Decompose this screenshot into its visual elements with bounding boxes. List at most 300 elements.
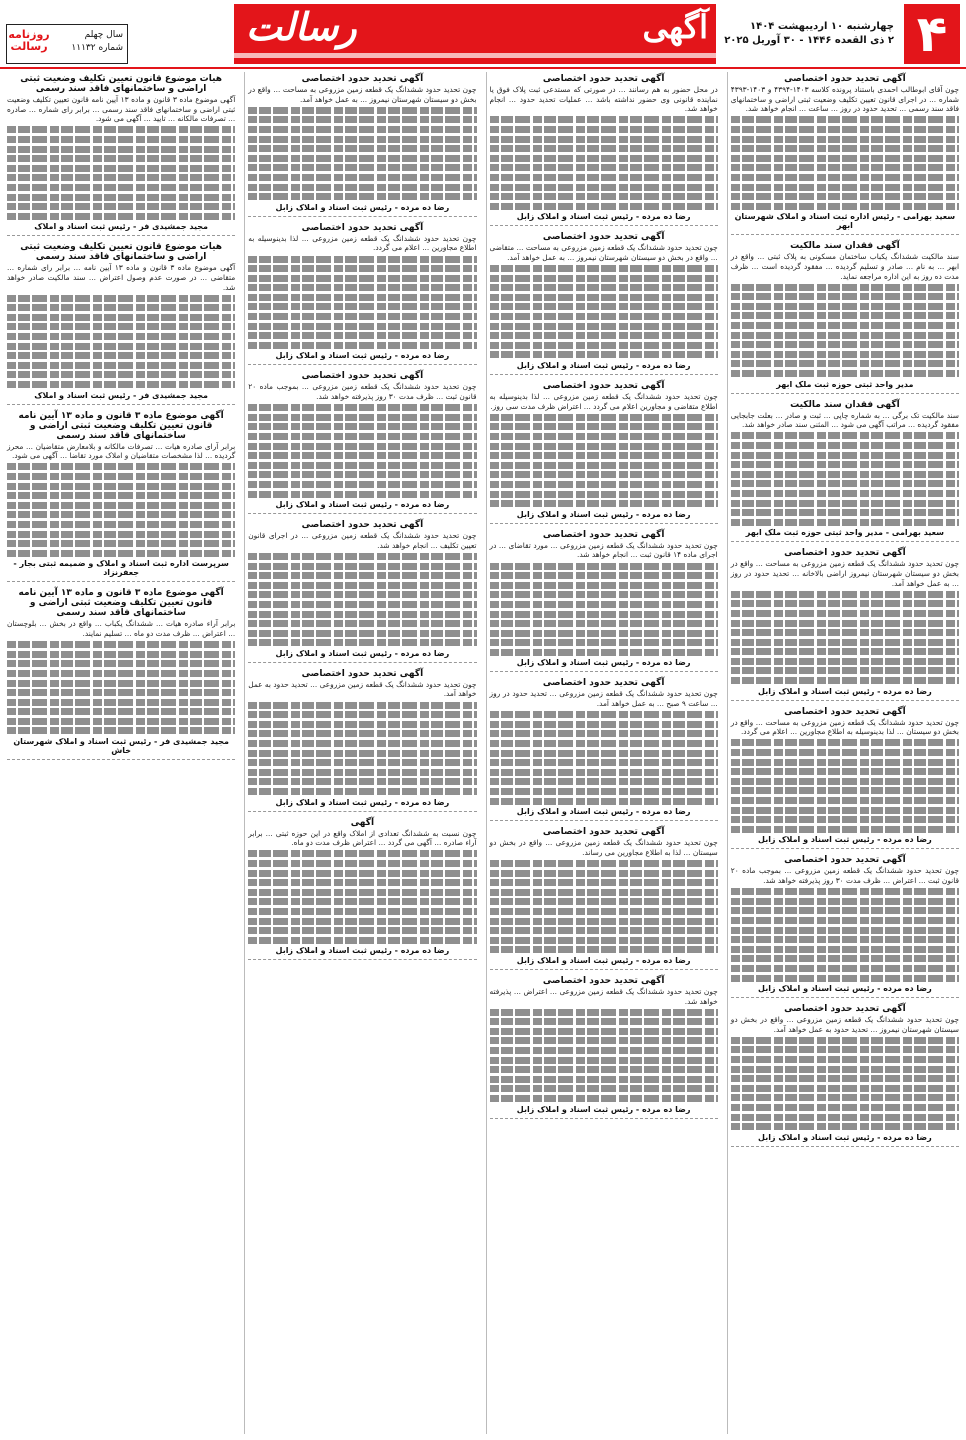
text-line	[248, 898, 476, 905]
classified-ad	[248, 371, 476, 514]
text-line	[490, 860, 718, 867]
ad-title: آگهی تحدید حدود اختصاصی	[301, 222, 424, 233]
ad-signature: سعید بهرامی - رئیس اداره ثبت اسناد و املاک شهرستان ابهر	[734, 212, 956, 231]
text-line	[731, 807, 959, 814]
ad-signature: مجید جمشیدی فر - رئیس ثبت اسناد و املاک	[34, 222, 208, 232]
brand-small: روزنامه رسالت	[8, 28, 50, 53]
text-line	[7, 718, 235, 725]
text-line	[490, 452, 718, 459]
text-line	[731, 126, 959, 133]
text-line	[7, 521, 235, 528]
text-line	[731, 155, 959, 162]
text-line	[248, 860, 476, 867]
text-line	[731, 600, 959, 607]
text-line	[731, 500, 959, 507]
text-line	[731, 946, 959, 953]
text-line	[248, 553, 476, 560]
text-line	[248, 601, 476, 608]
text-line	[731, 667, 959, 674]
ad-column	[727, 72, 962, 1434]
text-line	[731, 1094, 959, 1101]
text-line	[731, 293, 959, 300]
ad-body: چون تحدید حدود ششدانگ یک قطعه زمین مزروعی به مساحت ... واقع در بخش دو سیستان ... لذا بدینوسیله به اطلاع مجاورین ... اعلام می گردد.	[730, 717, 959, 737]
date-persian: چهارشنبه ۱۰ اردیبهشت ۱۴۰۴	[750, 21, 894, 32]
text-line	[731, 461, 959, 468]
ad-body: چون تحدید حدود ششدانگ یک قطعه زمین مزروعی به مساحت ... واقع در بخش دو سیستان شهرستان نیمروز ... به عمل خواهد آمد.	[248, 85, 477, 104]
text-line	[490, 323, 718, 330]
classified-ad	[7, 411, 235, 583]
text-line	[731, 1037, 959, 1044]
ad-title: آگهی تحدید حدود اختصاصی	[542, 381, 665, 392]
ad-signature: رضا ده مرده - رئیس ثبت اسناد و املاک زابل	[758, 686, 932, 696]
classified-ad	[248, 520, 476, 663]
text-line	[490, 721, 718, 728]
text-line	[731, 136, 959, 143]
text-line	[490, 759, 718, 766]
text-line	[248, 433, 476, 440]
text-line	[731, 816, 959, 823]
text-line	[731, 519, 959, 526]
ad-body: چون تحدید حدود ششدانگ یک قطعه زمین مزروعی ... لذا بدینوسیله به اطلاع متقاضی و مجاورین اعلام می گردد ... اعتراض ظرف مدت سی روز.	[489, 392, 718, 411]
ad-title: آگهی فقدان سند مالکیت	[790, 241, 900, 252]
ad-title: آگهی تحدید حدود اختصاصی	[301, 371, 424, 382]
text-line	[490, 740, 718, 747]
text-line	[731, 677, 959, 684]
classified-ad	[7, 588, 235, 760]
text-line	[7, 371, 235, 378]
text-line	[7, 727, 235, 734]
ad-columns	[4, 72, 962, 1434]
text-line	[731, 1104, 959, 1111]
ad-title: آگهی تحدید حدود اختصاصی	[542, 827, 665, 838]
text-line	[731, 370, 959, 377]
text-line	[490, 1066, 718, 1073]
ad-signature: رضا ده مرده - رئیس ثبت اسناد و املاک زابل	[516, 1104, 691, 1114]
text-line	[7, 194, 235, 201]
text-line	[731, 927, 959, 934]
text-line	[7, 680, 235, 687]
text-line	[7, 531, 235, 538]
text-line	[490, 136, 718, 143]
section-title: آگهی	[642, 8, 708, 46]
text-line	[731, 203, 959, 210]
issue-dates	[724, 20, 894, 48]
text-line	[731, 303, 959, 310]
ad-column	[486, 72, 721, 1434]
classified-ad	[248, 223, 476, 366]
ad-title: هیات موضوع قانون تعیین تکلیف وضعیت ثبتی اراضی و ساختمانهای فاقد سند رسمی	[20, 242, 223, 263]
ad-body: چون تحدید حدود ششدانگ یک قطعه زمین مزروعی به مساحت ... واقع در بخش دو سیستان شهرستان نیمروز اراضی بالاخانه ... تحدید حدود در روز ... به عمل خواهد آمد.	[730, 559, 959, 588]
classified-ad	[490, 530, 718, 673]
classified-ad	[248, 818, 476, 961]
ad-signature: رضا ده مرده - رئیس ثبت اسناد و املاک زابل	[275, 648, 450, 658]
ad-column	[4, 72, 238, 1434]
classified-ad	[248, 669, 476, 812]
text-line	[490, 126, 718, 133]
ad-title: آگهی تحدید حدود اختصاصی	[542, 529, 665, 540]
text-line	[7, 540, 235, 547]
ad-body: چون تحدید حدود ششدانگ یک قطعه زمین مزروعی ... در اجرای قانون تعیین تکلیف ... انجام خواهد شد.	[248, 531, 477, 550]
text-line	[490, 284, 718, 291]
text-line	[490, 443, 718, 450]
text-line	[490, 870, 718, 877]
text-line	[490, 769, 718, 776]
ad-signature: رضا ده مرده - رئیس ثبت اسناد و املاک زابل	[275, 351, 450, 361]
text-line	[7, 333, 235, 340]
ad-signature: رضا ده مرده - رئیس ثبت اسناد و املاک زابل	[758, 1132, 932, 1142]
text-line	[731, 917, 959, 924]
text-line	[731, 341, 959, 348]
ad-signature: رضا ده مرده - رئیس ثبت اسناد و املاک زابل	[275, 202, 450, 212]
ad-body: برابر آراء صادره هیات ... ششدانگ یکباب ... واقع در بخش ... بلوچستان ... اعتراض ... ظرف مدت دو ماه ... تسلیم نمایند.	[7, 619, 236, 638]
ad-signature: رضا ده مرده - رئیس ثبت اسناد و املاک زابل	[516, 658, 691, 668]
ad-title: آگهی موضوع ماده ۳ قانون و ماده ۱۳ آیین نامه قانون تعیین تکلیف وضعیت ثبتی اراضی و ساختمانهای فاقد سند رسمی	[18, 410, 224, 441]
text-line	[248, 620, 476, 627]
text-line	[490, 462, 718, 469]
text-line	[731, 1114, 959, 1121]
classified-ad	[731, 707, 959, 850]
ad-title: آگهی تحدید حدود اختصاصی	[542, 74, 665, 84]
text-line	[248, 174, 476, 181]
text-line	[731, 452, 959, 459]
text-line	[490, 471, 718, 478]
text-line	[248, 740, 476, 747]
text-line	[248, 275, 476, 282]
classified-ad	[731, 855, 959, 998]
text-line	[731, 888, 959, 895]
text-line	[248, 879, 476, 886]
text-line	[731, 936, 959, 943]
text-line	[731, 739, 959, 746]
ad-signature: رضا ده مرده - رئیس ثبت اسناد و املاک زابل	[516, 509, 691, 519]
text-line	[248, 164, 476, 171]
text-line	[731, 351, 959, 358]
text-line	[7, 492, 235, 499]
text-line	[7, 343, 235, 350]
text-line	[248, 572, 476, 579]
text-line	[248, 889, 476, 896]
text-line	[731, 490, 959, 497]
text-line	[248, 711, 476, 718]
text-line	[490, 116, 718, 123]
text-line	[731, 639, 959, 646]
text-line	[731, 787, 959, 794]
text-line	[731, 591, 959, 598]
text-line	[7, 136, 235, 143]
ad-body: چون تحدید حدود ششدانگ یک قطعه زمین مزروعی به مساحت ... متقاضی ... واقع در بخش دو سیستان شهرستان نیمروز ... به عمل خواهد آمد.	[489, 243, 718, 262]
text-line	[248, 591, 476, 598]
text-line	[7, 699, 235, 706]
text-line	[248, 443, 476, 450]
text-line	[7, 708, 235, 715]
text-line	[248, 759, 476, 766]
classified-ad	[490, 381, 718, 524]
text-line	[731, 116, 959, 123]
text-line	[490, 711, 718, 718]
text-line	[731, 826, 959, 833]
brand-logo: رسالت	[246, 4, 357, 49]
text-line	[248, 155, 476, 162]
classified-ad	[490, 827, 718, 970]
ad-title: آگهی تحدید حدود اختصاصی	[784, 74, 906, 84]
text-line	[731, 797, 959, 804]
classified-ad	[248, 74, 476, 217]
text-line	[490, 203, 718, 210]
text-line	[490, 1009, 718, 1016]
text-line	[7, 670, 235, 677]
text-line	[248, 342, 476, 349]
text-line	[248, 332, 476, 339]
text-line	[248, 870, 476, 877]
text-line	[731, 332, 959, 339]
text-line	[248, 145, 476, 152]
text-line	[248, 639, 476, 646]
text-line	[248, 702, 476, 709]
text-line	[731, 610, 959, 617]
text-line	[248, 927, 476, 934]
text-line	[248, 471, 476, 478]
text-line	[7, 651, 235, 658]
text-line	[7, 660, 235, 667]
ad-signature: مجید جمشیدی فر - رئیس ثبت اسناد و املاک	[34, 390, 208, 400]
text-line	[248, 462, 476, 469]
text-line	[490, 630, 718, 637]
text-line	[731, 1066, 959, 1073]
classified-ad	[490, 678, 718, 821]
ad-signature: رضا ده مرده - رئیس ثبت اسناد و املاک زابل	[516, 361, 691, 371]
text-line	[490, 879, 718, 886]
ad-signature: رضا ده مرده - رئیس ثبت اسناد و املاک زابل	[516, 955, 691, 965]
text-line	[490, 1047, 718, 1054]
text-line	[248, 630, 476, 637]
text-line	[7, 689, 235, 696]
text-line	[490, 611, 718, 618]
text-line	[248, 721, 476, 728]
text-line	[731, 322, 959, 329]
ad-signature: سعید بهرامی - مدیر واحد ثبتی حوزه ثبت ملک ابهر	[745, 528, 944, 538]
issue-box	[6, 24, 128, 64]
ad-body: چون آقای ابوطالب احمدی باستناد پرونده کلاسه ۱۴۰۳-۴۳۹۴ و ۱۴۰۳-۴۳۹۳ شماره ... در اجرای قانون تعیین تکلیف وضعیت ثبتی اراضی و ساختمانهای فاقد سند رسمی ... تحدید حدود در روز ... ساعت ... انجام خواهد شد.	[730, 85, 959, 114]
ad-body: سند مالکیت تک برگی ... به شماره چاپی ... ثبت و صادر ... بعلت جابجایی مفقود گردیده ... مراتب آگهی می شود ... المثنی سند صادر خواهد شد.	[730, 410, 959, 430]
text-line	[731, 965, 959, 972]
text-line	[490, 342, 718, 349]
text-line	[731, 312, 959, 319]
text-line	[490, 481, 718, 488]
classified-ad	[490, 74, 718, 226]
text-line	[248, 452, 476, 459]
ad-title: آگهی تحدید حدود اختصاصی	[542, 678, 665, 689]
text-line	[731, 759, 959, 766]
text-line	[248, 423, 476, 430]
text-line	[248, 193, 476, 200]
ad-title: آگهی موضوع ماده ۳ قانون و ماده ۱۳ آیین نامه قانون تعیین تکلیف وضعیت ثبتی اراضی و ساختمانهای فاقد سند رسمی	[18, 588, 224, 619]
ad-signature: رضا ده مرده - رئیس ثبت اسناد و املاک زابل	[275, 797, 450, 807]
classified-ad	[7, 242, 235, 404]
text-line	[490, 423, 718, 430]
text-line	[490, 164, 718, 171]
classified-ad	[731, 1004, 959, 1147]
ad-title: آگهی تحدید حدود اختصاصی	[542, 975, 665, 986]
year-label: سال چهلم	[84, 30, 123, 40]
text-line	[490, 788, 718, 795]
ad-body: آگهی موضوع ماده ۳ قانون و ماده ۱۳ آیین نامه ... برابر رای شماره ... متقاضی ... در صورت عدم وصول اعتراض ... سند مالکیت صادر خواهد شد.	[7, 263, 236, 292]
text-line	[731, 1075, 959, 1082]
classified-ad	[490, 976, 718, 1119]
text-line	[731, 955, 959, 962]
text-line	[248, 313, 476, 320]
text-line	[731, 898, 959, 905]
text-line	[7, 174, 235, 181]
text-line	[7, 203, 235, 210]
text-line	[248, 491, 476, 498]
text-line	[490, 433, 718, 440]
text-line	[248, 918, 476, 925]
section-band	[234, 4, 716, 64]
text-line	[248, 730, 476, 737]
ad-signature: رضا ده مرده - رئیس ثبت اسناد و املاک زابل	[758, 835, 932, 845]
text-line	[490, 500, 718, 507]
ad-signature: مدیر واحد ثبتی حوزه ثبت ملک ابهر	[776, 379, 914, 389]
ad-signature: مجید جمشیدی فر - رئیس ثبت اسناد و املاک شهرستان خاش	[13, 737, 229, 756]
text-line	[731, 442, 959, 449]
text-line	[248, 769, 476, 776]
text-line	[248, 303, 476, 310]
text-line	[731, 975, 959, 982]
ad-title: آگهی	[350, 817, 375, 828]
ad-body: چون تحدید حدود ششدانگ یک قطعه زمین مزروعی ... واقع در بخش دو سیستان شهرستان نیمروز ... تحدید حدود به عمل خواهد آمد.	[730, 1015, 959, 1034]
text-line	[731, 907, 959, 914]
text-line	[7, 641, 235, 648]
text-line	[490, 908, 718, 915]
text-line	[731, 1046, 959, 1053]
text-line	[490, 798, 718, 805]
ad-column	[244, 72, 479, 1434]
brand-bar	[234, 53, 716, 58]
text-line	[731, 360, 959, 367]
text-line	[731, 1085, 959, 1092]
text-line	[7, 381, 235, 388]
text-line	[731, 184, 959, 191]
text-line	[7, 362, 235, 369]
text-line	[248, 404, 476, 411]
text-line	[731, 432, 959, 439]
text-line	[248, 284, 476, 291]
text-line	[490, 193, 718, 200]
text-line	[731, 629, 959, 636]
ad-body: چون تحدید حدود ششدانگ یک قطعه زمین مزروعی ... اعتراض ... پذیرفته خواهد شد.	[489, 986, 718, 1006]
text-line	[731, 471, 959, 478]
text-line	[490, 332, 718, 339]
ad-signature: رضا ده مرده - رئیس ثبت اسناد و املاک زابل	[275, 500, 450, 510]
text-line	[490, 620, 718, 627]
text-line	[7, 314, 235, 321]
text-line	[248, 778, 476, 785]
ad-body: چون نسبت به ششدانگ تعدادی از املاک واقع در این حوزه ثبتی ... برابر آراء صادره ... آگهی می گردد ... اعتراض ظرف مدت دو ماه.	[248, 828, 477, 848]
text-line	[490, 303, 718, 310]
classified-ad	[731, 241, 959, 393]
text-line	[490, 265, 718, 272]
text-line	[7, 502, 235, 509]
text-line	[490, 491, 718, 498]
text-line	[490, 918, 718, 925]
text-line	[490, 414, 718, 421]
text-line	[490, 1018, 718, 1025]
text-line	[248, 788, 476, 795]
text-line	[731, 648, 959, 655]
text-line	[490, 898, 718, 905]
text-line	[731, 749, 959, 756]
ad-body: چون تحدید حدود ششدانگ یک قطعه زمین مزروعی ... بموجب ماده ۲۰ قانون ثبت ... اعتراض ... ظرف مدت ۳۰ روز پذیرفته خواهد شد.	[730, 866, 959, 885]
classified-ad	[7, 74, 235, 236]
text-line	[490, 1085, 718, 1092]
text-line	[490, 294, 718, 301]
text-line	[490, 145, 718, 152]
text-line	[731, 164, 959, 171]
text-line	[490, 730, 718, 737]
text-line	[490, 946, 718, 953]
ad-title: آگهی تحدید حدود اختصاصی	[784, 548, 906, 559]
text-line	[490, 563, 718, 570]
masthead	[0, 0, 966, 68]
text-line	[7, 165, 235, 172]
text-line	[731, 620, 959, 627]
text-line	[731, 480, 959, 487]
ad-title: آگهی فقدان سند مالکیت	[790, 399, 900, 410]
ad-body: چون تحدید حدود ششدانگ یک قطعه زمین مزروعی ... بموجب ماده ۲۰ قانون ثبت ... ظرف مدت ۳۰ روز پذیرفته خواهد شد.	[248, 382, 477, 402]
ad-body: سند مالکیت ششدانگ یکباب ساختمان مسکونی به پلاک ثبتی ... واقع در ابهر ... به نام ... صادر و تسلیم گردیده ... مفقود گردیده است ... ظرف مدت ده روز به این اداره مراجعه نماید.	[730, 252, 959, 281]
text-line	[248, 265, 476, 272]
ad-body: چون تحدید حدود ششدانگ یک قطعه زمین مزروعی ... واقع در بخش دو سیستان ... لذا به اطلاع مجاورین می رساند.	[489, 838, 718, 857]
text-line	[7, 323, 235, 330]
ad-signature: سرپرست اداره ثبت اسناد و املاک و ضمیمه ثبتی بجار - جعفرنزاد	[13, 559, 229, 578]
classified-ad	[731, 548, 959, 700]
text-line	[7, 352, 235, 359]
text-line	[731, 768, 959, 775]
text-line	[731, 145, 959, 152]
text-line	[490, 778, 718, 785]
text-line	[7, 463, 235, 470]
text-line	[7, 511, 235, 518]
text-line	[248, 611, 476, 618]
text-line	[490, 275, 718, 282]
text-line	[7, 304, 235, 311]
text-line	[731, 658, 959, 665]
ad-body: در محل حضور به هم رسانند ... در صورتی که مستدعی ثبت پلاک فوق یا نماینده قانونی وی حضور نداشته باشد ... عملیات تحدید حدود ... انجام خواهد شد.	[489, 85, 718, 114]
text-line	[490, 927, 718, 934]
ad-body: چون تحدید حدود ششدانگ یک قطعه زمین مزروعی ... تحدید حدود به عمل خواهد آمد.	[248, 679, 477, 699]
text-line	[731, 193, 959, 200]
text-line	[248, 908, 476, 915]
text-line	[490, 1057, 718, 1064]
text-line	[490, 639, 718, 646]
date-hijri-greg: ۲ ذی القعده ۱۴۴۶ - ۳۰ آوریل ۲۰۲۵	[724, 35, 894, 46]
text-line	[248, 294, 476, 301]
text-line	[248, 414, 476, 421]
text-line	[248, 323, 476, 330]
text-line	[7, 473, 235, 480]
text-line	[490, 591, 718, 598]
text-line	[731, 174, 959, 181]
text-line	[731, 1056, 959, 1063]
page-number: ۴	[904, 4, 960, 64]
ad-title: آگهی تحدید حدود اختصاصی	[542, 232, 665, 243]
text-line	[490, 1076, 718, 1083]
ad-title: آگهی تحدید حدود اختصاصی	[301, 668, 424, 679]
text-line	[731, 509, 959, 516]
text-line	[7, 146, 235, 153]
text-line	[731, 284, 959, 291]
text-line	[731, 778, 959, 785]
